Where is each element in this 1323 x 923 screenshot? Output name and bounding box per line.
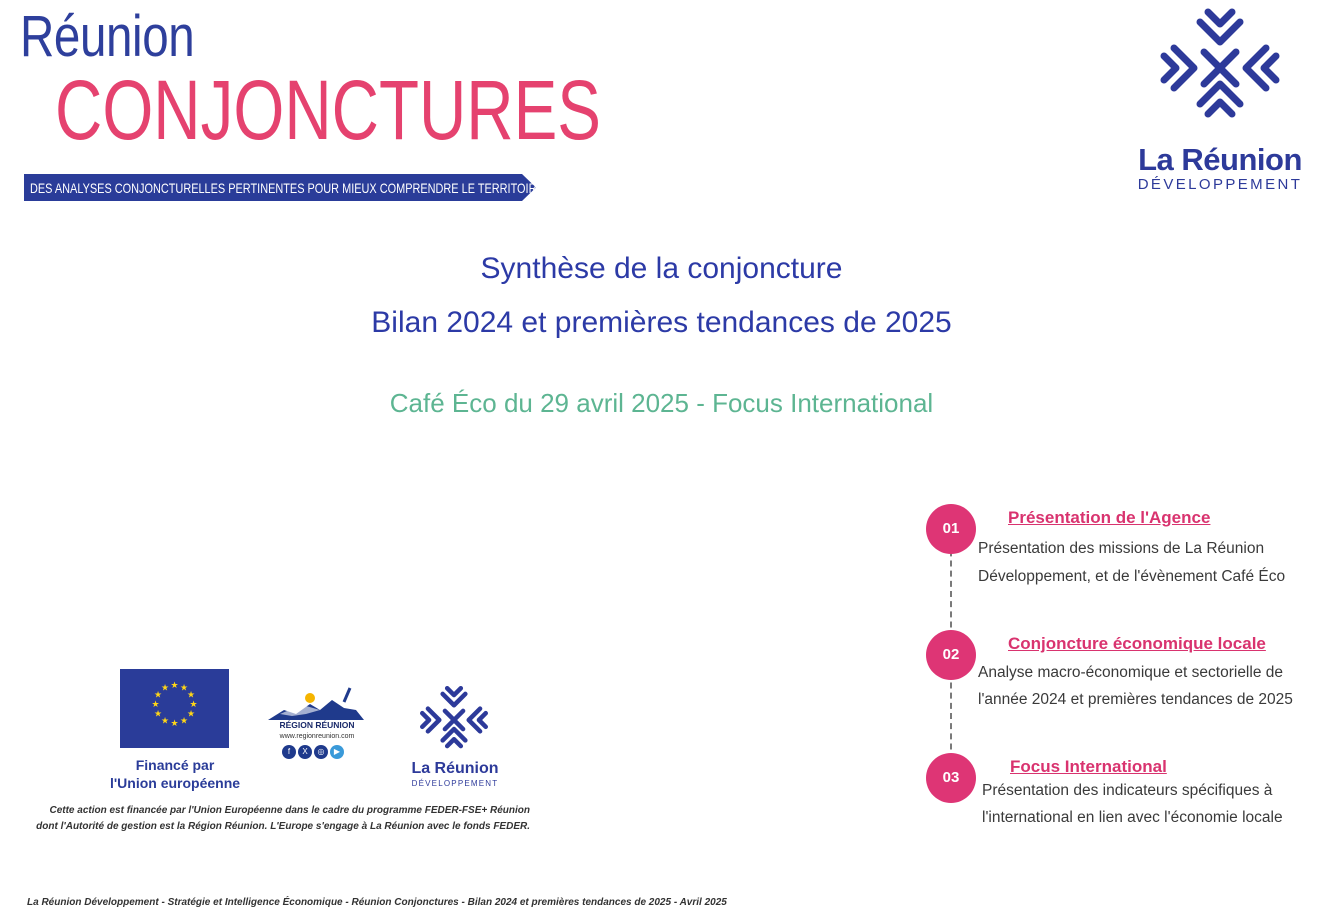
- funding-note: [20, 803, 530, 835]
- svg-text:★: ★: [186, 690, 196, 701]
- event-subtitle: Café Éco du 29 avril 2025 - Focus International: [389, 388, 934, 418]
- eu-caption-line-2: l'Union européenne: [109, 775, 241, 791]
- svg-text:★: ★: [170, 681, 179, 691]
- agenda-step-title: Conjoncture économique locale: [1008, 634, 1266, 653]
- svg-text:★: ★: [160, 716, 170, 727]
- agenda-step-desc-1: Présentation des missions de La Réunion: [978, 540, 1265, 557]
- svg-text:★: ★: [170, 719, 179, 729]
- x-icon: X: [298, 745, 312, 759]
- agenda-step-number: 03: [926, 753, 976, 803]
- la-reunion-developpement-logo-icon: [1160, 8, 1280, 128]
- funding-note-line-1: Cette action est financée par l'Union Européenne dans le cadre du programme FEDER-FSE+ Réunion: [49, 805, 530, 816]
- small-logo-name: La Réunion: [411, 760, 499, 777]
- logo-name: La Réunion: [1138, 142, 1302, 177]
- brand-tagline: DES ANALYSES CONJONCTURELLES PERTINENTES POUR MIEUX COMPRENDRE LE TERRITOIRE: [30, 180, 544, 196]
- agenda-step-title: Présentation de l'Agence: [1008, 508, 1211, 527]
- funding-note-line-2: dont l'Autorité de gestion est la Région Réunion. L'Europe s'engage à La Réunion avec le fonds FEDER.: [36, 821, 530, 832]
- agenda-step-desc-1: Analyse macro-économique et sectorielle de: [978, 664, 1283, 681]
- region-reunion-url: www.regionreunion.com: [279, 733, 355, 740]
- agenda-step-desc-2: l'international en lien avec l'économie locale: [982, 809, 1283, 826]
- agenda-step-number: 02: [926, 630, 976, 680]
- eu-caption-line-1: Financé par: [135, 757, 215, 773]
- svg-text:★: ★: [179, 716, 189, 727]
- eu-flag-icon: [120, 669, 229, 748]
- agenda-step-desc-2: l'année 2024 et premières tendances de 2025: [978, 691, 1293, 708]
- instagram-icon: ◎: [314, 745, 328, 759]
- svg-text:★: ★: [160, 683, 170, 694]
- brand-top-word: Réunion: [20, 4, 195, 69]
- region-reunion-name: RÉGION RÉUNION: [279, 720, 355, 730]
- svg-text:★: ★: [151, 700, 160, 710]
- title-line-2: Bilan 2024 et premières tendances de 2025: [371, 306, 952, 339]
- agenda-step-title: Focus International: [1010, 757, 1167, 776]
- svg-text:★: ★: [153, 709, 163, 720]
- logo-sub: DÉVELOPPEMENT: [1137, 176, 1303, 193]
- svg-text:★: ★: [179, 683, 189, 694]
- eu-caption: [100, 756, 250, 792]
- page-footer: La Réunion Développement - Stratégie et Intelligence Économique - Réunion Conjonctures - Bilan 2024 et premières tendances de 2025 - Avril 2025: [27, 897, 727, 908]
- brand-main-word: CONJONCTURES: [55, 63, 602, 157]
- agenda-step-desc-2: Développement, et de l'évènement Café Éco: [978, 568, 1286, 585]
- svg-text:★: ★: [153, 690, 163, 701]
- tv-icon: ▶: [330, 745, 344, 759]
- agenda-step-desc-1: Présentation des indicateurs spécifiques à: [982, 782, 1273, 799]
- title-line-1: Synthèse de la conjoncture: [480, 252, 843, 285]
- small-la-reunion-logo-icon: [418, 686, 490, 754]
- svg-text:★: ★: [186, 709, 196, 720]
- facebook-icon: f: [282, 745, 296, 759]
- small-logo-sub: DÉVELOPPEMENT: [411, 779, 499, 788]
- svg-text:★: ★: [189, 700, 198, 710]
- agenda-step-number: 01: [926, 504, 976, 554]
